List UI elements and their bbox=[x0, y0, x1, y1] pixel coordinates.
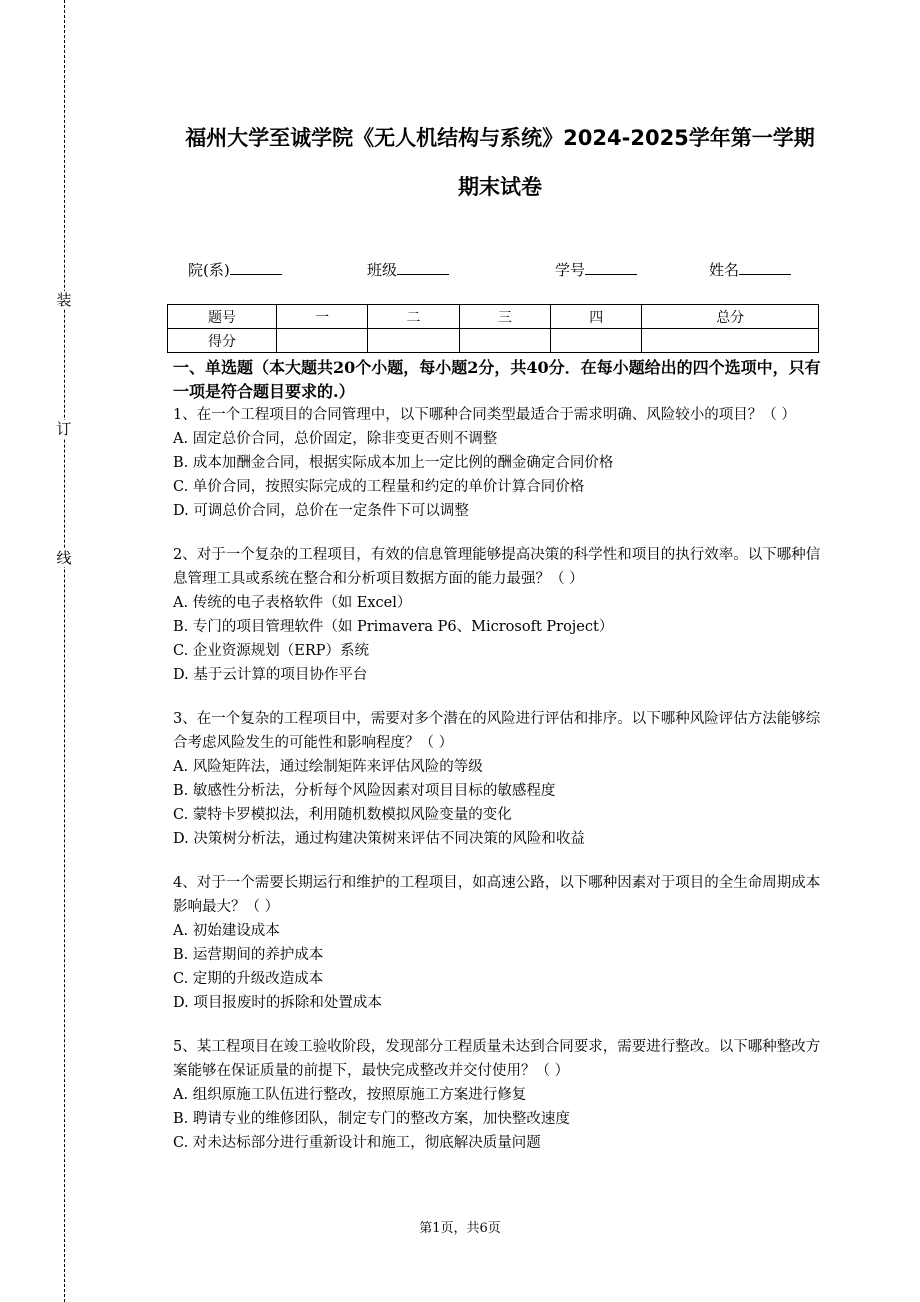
question-stem: 2、对于一个复杂的工程项目，有效的信息管理能够提高决策的科学性和项目的执行效率。以下哪种信息管理工具或系统在整合和分析项目数据方面的能力最强？（ ） bbox=[173, 547, 821, 587]
name-field[interactable] bbox=[709, 258, 791, 280]
column-header: 四 bbox=[551, 305, 642, 329]
question-3 bbox=[173, 707, 821, 851]
class-blank[interactable] bbox=[397, 258, 449, 275]
option-c: C. 企业资源规划（ERP）系统 bbox=[173, 643, 370, 659]
option-b: B. 成本加酬金合同，根据实际成本加上一定比例的酬金确定合同价格 bbox=[173, 455, 614, 471]
exam-title-line1: 福州大学至诚学院《无人机结构与系统》2024-2025学年第一学期 bbox=[185, 126, 815, 150]
column-header: 总分 bbox=[642, 305, 819, 329]
class-label: 班级 bbox=[367, 261, 398, 279]
option-b: B. 聘请专业的维修团队，制定专门的整改方案，加快整改速度 bbox=[173, 1111, 570, 1127]
question-5 bbox=[173, 1035, 821, 1155]
row-header-score: 得分 bbox=[168, 329, 277, 353]
score-table bbox=[167, 304, 819, 353]
name-blank[interactable] bbox=[739, 258, 791, 275]
department-blank[interactable] bbox=[230, 258, 282, 275]
row-header-question-number: 题号 bbox=[168, 305, 277, 329]
questions-list bbox=[173, 403, 821, 1175]
score-cell[interactable] bbox=[551, 329, 642, 353]
column-header: 一 bbox=[277, 305, 368, 329]
score-table-header-row bbox=[168, 305, 819, 329]
option-c: C. 蒙特卡罗模拟法，利用随机数模拟风险变量的变化 bbox=[173, 807, 512, 823]
student-id-field[interactable] bbox=[555, 258, 637, 280]
option-a: A. 固定总价合同，总价固定，除非变更否则不调整 bbox=[173, 431, 498, 447]
binding-char-zhuang: 装 bbox=[56, 291, 72, 309]
option-c: C. 单价合同，按照实际完成的工程量和约定的单价计算合同价格 bbox=[173, 479, 585, 495]
student-id-blank[interactable] bbox=[585, 258, 637, 275]
question-stem: 5、某工程项目在竣工验收阶段，发现部分工程质量未达到合同要求，需要进行整改。以下哪种整改方案能够在保证质量的前提下，最快完成整改并交付使用？（ ） bbox=[173, 1039, 821, 1079]
option-a: A. 组织原施工队伍进行整改，按照原施工方案进行修复 bbox=[173, 1087, 527, 1103]
department-label: 院(系) bbox=[188, 261, 230, 279]
column-header: 三 bbox=[459, 305, 550, 329]
section-heading: 一、单选题（本大题共20个小题，每小题2分，共40分．在每小题给出的四个选项中，只有一项是符合题目要求的.） bbox=[173, 358, 821, 401]
student-id-label: 学号 bbox=[555, 261, 586, 279]
score-cell[interactable] bbox=[459, 329, 550, 353]
option-a: A. 初始建设成本 bbox=[173, 923, 280, 939]
column-header: 二 bbox=[368, 305, 459, 329]
score-cell[interactable] bbox=[277, 329, 368, 353]
question-2 bbox=[173, 543, 821, 687]
option-d: D. 决策树分析法，通过构建决策树来评估不同决策的风险和收益 bbox=[173, 831, 585, 847]
department-field[interactable] bbox=[188, 258, 282, 280]
question-stem: 1、在一个工程项目的合同管理中，以下哪种合同类型最适合于需求明确、风险较小的项目？（ ） bbox=[173, 407, 796, 423]
score-cell[interactable] bbox=[642, 329, 819, 353]
option-a: A. 传统的电子表格软件（如 Excel） bbox=[173, 595, 412, 611]
question-stem: 3、在一个复杂的工程项目中，需要对多个潜在的风险进行评估和排序。以下哪种风险评估方法能够综合考虑风险发生的可能性和影响程度？（ ） bbox=[173, 711, 821, 751]
class-field[interactable] bbox=[367, 258, 449, 280]
binding-char-xian: 线 bbox=[56, 549, 72, 567]
option-d: D. 可调总价合同，总价在一定条件下可以调整 bbox=[173, 503, 469, 519]
question-1 bbox=[173, 403, 821, 523]
option-b: B. 专门的项目管理软件（如 Primavera P6、Microsoft Project） bbox=[173, 619, 614, 635]
option-b: B. 敏感性分析法，分析每个风险因素对项目目标的敏感程度 bbox=[173, 783, 556, 799]
option-b: B. 运营期间的养护成本 bbox=[173, 947, 324, 963]
binding-char-ding: 订 bbox=[56, 420, 72, 438]
option-c: C. 定期的升级改造成本 bbox=[173, 971, 324, 987]
name-label: 姓名 bbox=[709, 261, 740, 279]
question-stem: 4、对于一个需要长期运行和维护的工程项目，如高速公路，以下哪种因素对于项目的全生命周期成本影响最大？（ ） bbox=[173, 875, 821, 915]
score-table-score-row bbox=[168, 329, 819, 353]
option-d: D. 基于云计算的项目协作平台 bbox=[173, 667, 368, 683]
exam-title-line2: 期末试卷 bbox=[458, 175, 542, 199]
option-a: A. 风险矩阵法，通过绘制矩阵来评估风险的等级 bbox=[173, 759, 483, 775]
option-d: D. 项目报废时的拆除和处置成本 bbox=[173, 995, 382, 1011]
page-footer: 第1页，共6页 bbox=[419, 1221, 501, 1236]
option-c: C. 对未达标部分进行重新设计和施工，彻底解决质量问题 bbox=[173, 1135, 541, 1151]
question-4 bbox=[173, 871, 821, 1015]
binding-line bbox=[64, 0, 65, 1302]
score-cell[interactable] bbox=[368, 329, 459, 353]
